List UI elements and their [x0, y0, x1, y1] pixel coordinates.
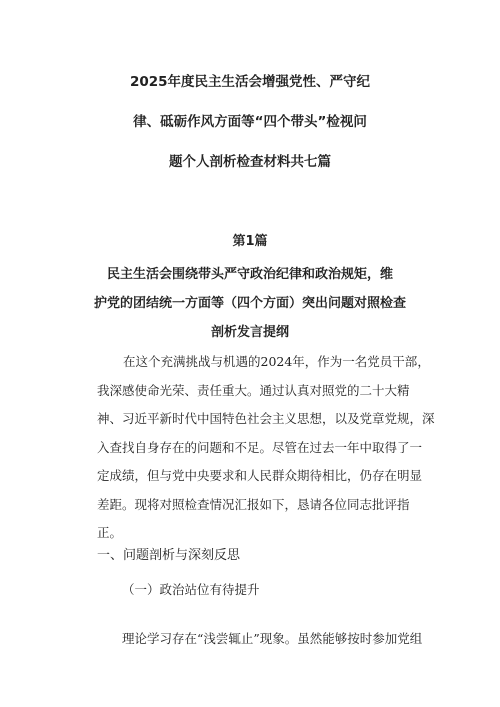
intro-line: 在这个充满挑战与机遇的2024年，作为一名党员干部， [123, 354, 430, 369]
paragraph-text: 理论学习存在“浅尝辄止”现象。虽然能够按时参加党组 [122, 631, 423, 646]
section-heading: 一、问题剖析与深刻反思 [97, 548, 241, 563]
title-line-2: 律、砥砺作风方面等“四个带头”检视问 [133, 114, 367, 130]
intro-line: 正。 [97, 525, 123, 540]
part-label: 第1篇 [232, 234, 268, 249]
document-title [0, 70, 500, 190]
title-line-3: 题个人剖析检查材料共七篇 [169, 154, 331, 170]
intro-line: 差距。现将对照检查情况汇报如下，恳请各位同志批评指 [97, 496, 410, 512]
intro-line: 神、习近平新时代中国特色社会主义思想，以及党章党规，深 [97, 411, 435, 426]
intro-line: 我深感使命光荣、责任重大。通过认真对照党的二十大精 [97, 382, 410, 398]
subtitle-line-2: 护党的团结统一方面等（四个方面）突出问题对照检查 [93, 296, 406, 311]
article-subtitle [60, 264, 440, 351]
subtitle-line-3: 剖析发言提纲 [210, 325, 289, 340]
subtitle-line-1: 民主生活会围绕带头严守政治纪律和政治规矩，维 [106, 267, 393, 282]
intro-line: 定成绩，但与党中央要求和人民群众期待相比，仍存在明显 [97, 468, 423, 483]
intro-line: 入查找自身存在的问题和不足。尽管在过去一年中取得了一 [97, 439, 423, 455]
subsection-heading: （一）政治站位有待提升 [122, 582, 260, 597]
intro-paragraph [97, 352, 435, 552]
title-line-1: 2025年度民主生活会增强党性、严守纪 [129, 74, 371, 90]
